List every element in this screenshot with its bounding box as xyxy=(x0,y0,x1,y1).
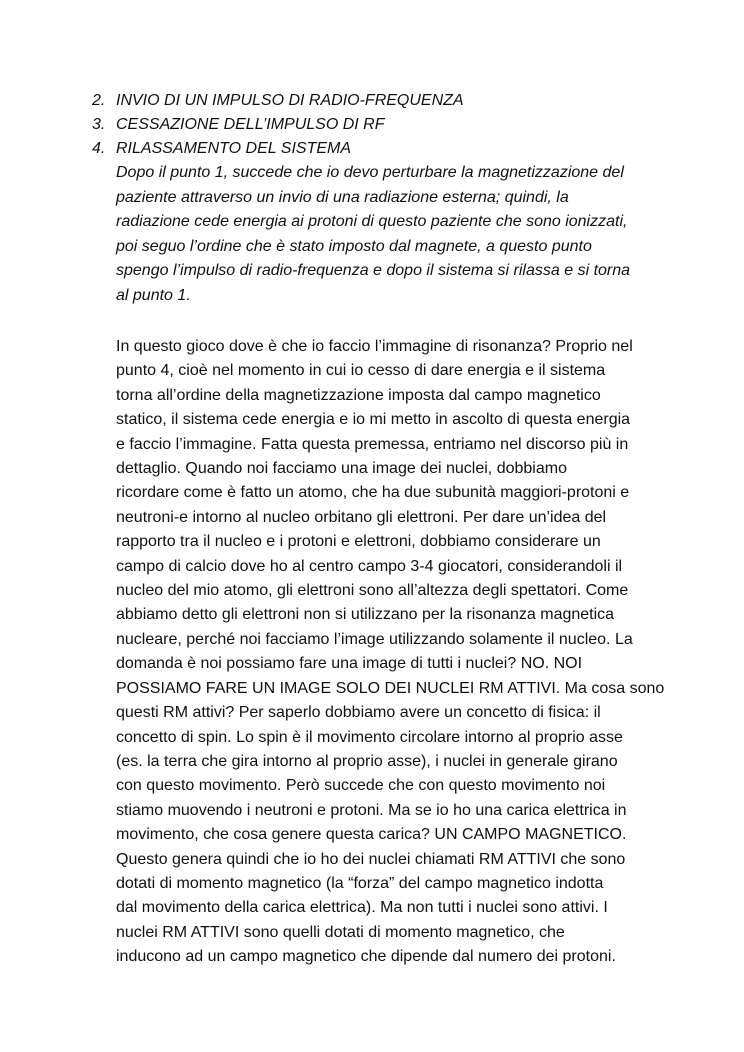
italic-paragraph: Dopo il punto 1, succede che io devo perturbare la magnetizzazione del paziente attraverso un invio di una radiazione esterna; quindi, la radiazione cede energia ai protoni di questo paziente che sono ionizzati, poi seguo l’ordine che è stato imposto dal magnete, a questo punto spengo l’impulso di radio-frequenza e dopo il sistema si rilassa e si torna al punto 1. xyxy=(116,164,631,304)
list-item-text: RILASSAMENTO DEL SISTEMA xyxy=(116,140,352,157)
list-item-text: CESSAZIONE DELL’IMPULSO DI RF xyxy=(116,116,385,133)
list-item-number: 2. xyxy=(92,92,106,109)
list-item-number: 3. xyxy=(92,116,106,133)
list-item-number: 4. xyxy=(92,140,106,157)
list-item xyxy=(92,89,692,113)
numbered-list xyxy=(92,89,692,161)
list-item-text: INVIO DI UN IMPULSO DI RADIO-FREQUENZA xyxy=(116,92,464,109)
list-item xyxy=(92,137,692,161)
body-paragraph: In questo gioco dove è che io faccio l’immagine di risonanza? Proprio nel punto 4, cioè nel momento in cui io cesso di dare energia e il sistema torna all’ordine della magnetizzazione imposta dal campo magnetico statico, il sistema cede energia e io mi metto in ascolto di questa energia e faccio l’immagine. Fatta questa premessa, entriamo nel discorso più in dettaglio. Quando noi facciamo una image dei nuclei, dobbiamo ricordare come è fatto un atomo, che ha due subunità maggiori-protoni e neutroni-e intorno al nucleo orbitano gli elettroni. Per dare un’idea del rapporto tra il nucleo e i protoni e elettroni, dobbiamo considerare un campo di calcio dove ho al centro campo 3-4 giocatori, considerandoli il nucleo del mio atomo, gli elettroni sono all’altezza degli spettatori. Come abbiamo detto gli elettroni non si utilizzano per la risonanza magnetica nucleare, perché noi facciamo l’image utilizzando solamente il nucleo. La domanda è noi possiamo fare una image di tutti i nuclei? NO. NOI POSSIAMO FARE UN IMAGE SOLO DEI NUCLEI RM ATTIVI. Ma cosa sono questi RM attivi? Per saperlo dobbiamo avere un concetto di fisica: il concetto di spin. Lo spin è il movimento circolare intorno al proprio asse (es. la terra che gira intorno al proprio asse), i nuclei in generale girano con questo movimento. Però succede che con questo movimento noi stiamo muovendo i neutroni e protoni. Ma se io ho una carica elettrica in movimento, che cosa genere questa carica? UN CAMPO MAGNETICO. Questo genera quindi che io ho dei nuclei chiamati RM ATTIVI che sono dotati di momento magnetico (la “forza” del campo magnetico indotta dal movimento della carica elettrica). Ma non tutti i nuclei sono attivi. I nuclei RM ATTIVI sono quelli dotati di momento magnetico, che inducono ad un campo magnetico che dipende dal numero dei protoni. xyxy=(116,338,665,966)
list-item xyxy=(92,113,692,137)
